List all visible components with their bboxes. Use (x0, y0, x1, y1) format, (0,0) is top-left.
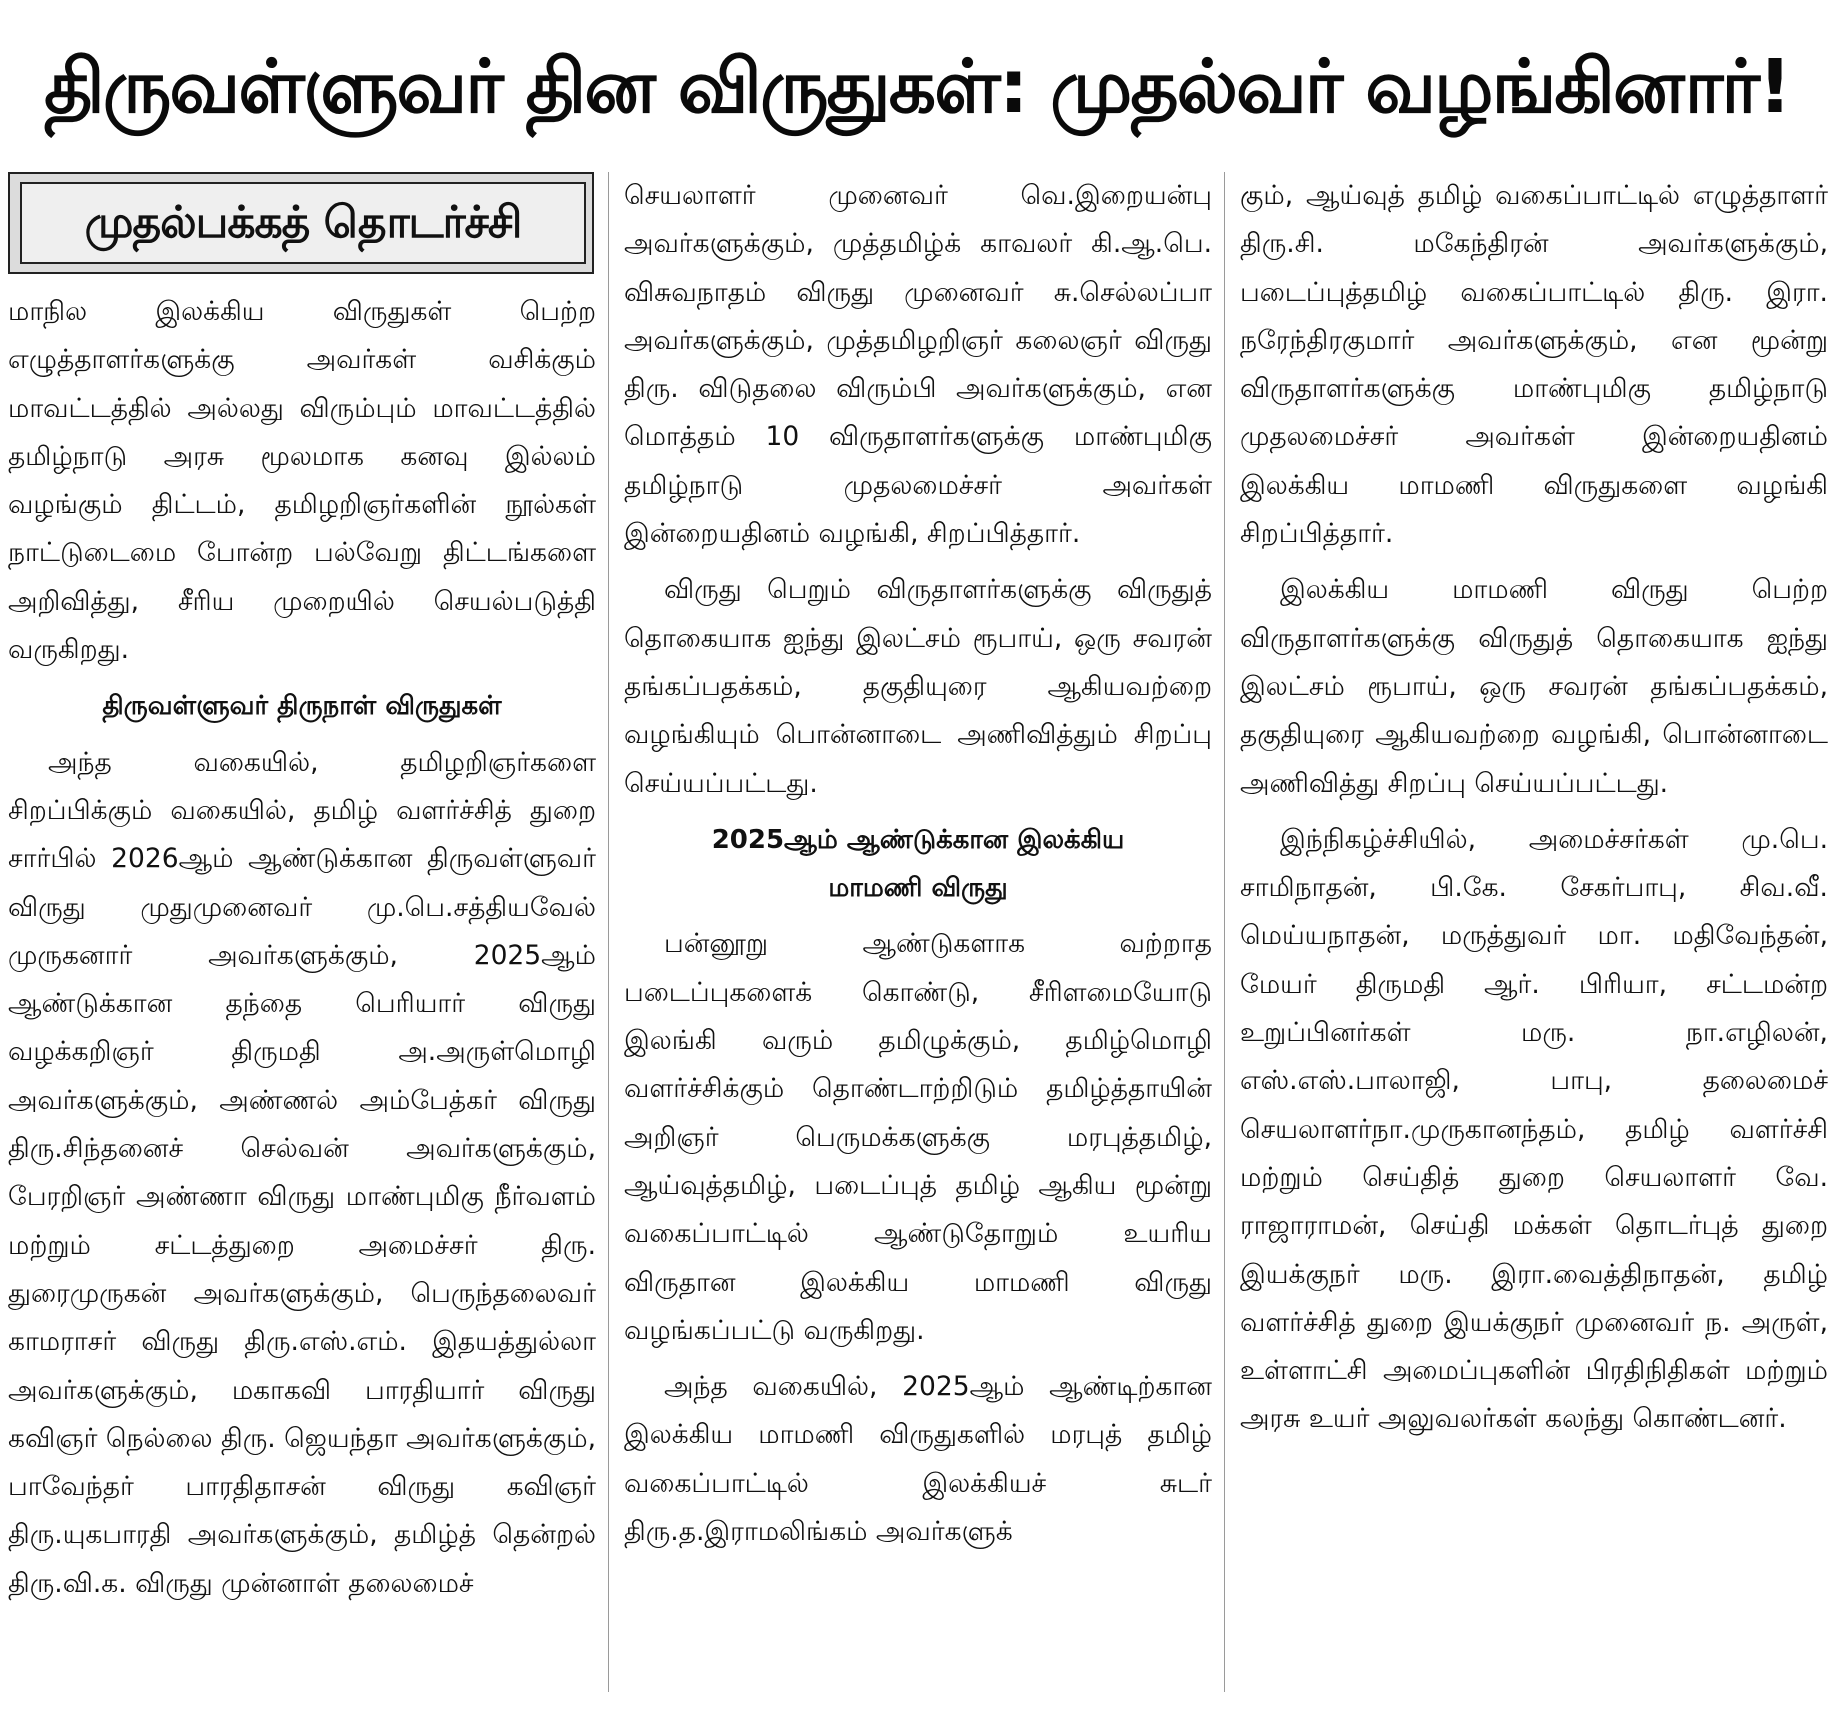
paragraph: இலக்கிய மாமணி விருது பெற்ற விருதாளர்களுக்கு விருதுத் தொகையாக ஐந்து இலட்சம் ரூபாய், ஒரு சவரன் தங்கப்பதக்கம், தகுதியுரை ஆகியவற்றை வழங்கி, பொன்னாடை அணிவித்து சிறப்பு செய்யப்பட்டது. (1240, 574, 1828, 799)
headline: திருவள்ளுவர் தின விருதுகள்: முதல்வர் வழங்கினார்! (44, 44, 1790, 130)
continuation-label: முதல்பக்கத் தொடர்ச்சி (20, 182, 586, 264)
article-column-3 (1240, 172, 1828, 1692)
column-divider (608, 172, 609, 1692)
paragraph: கும், ஆய்வுத் தமிழ் வகைப்பாட்டில் எழுத்தாளர் திரு.சி. மகேந்திரன் அவர்களுக்கும், படைப்புத்தமிழ் வகைப்பாட்டில் திரு. இரா. நரேந்திரகுமார் அவர்களுக்கும், என மூன்று விருதாளர்களுக்கு மாண்புமிகு தமிழ்நாடு முதலமைச்சர் அவர்கள் இன்றையதினம் இலக்கிய மாமணி விருதுகளை வழங்கி சிறப்பித்தார். (1240, 180, 1828, 550)
section-subhead-line: மாமணி விருது (828, 873, 1008, 904)
paragraph: அந்த வகையில், 2025ஆம் ஆண்டிற்கான இலக்கிய மாமணி விருதுகளில் மரபுத் தமிழ் வகைப்பாட்டில் இலக்கியச் சுடர் திரு.த.இராமலிங்கம் அவர்களுக் (624, 1371, 1212, 1548)
section-subhead: திருவள்ளுவர் திருநாள் விருதுகள் (102, 691, 502, 722)
article-column-2 (624, 172, 1212, 1692)
continuation-box-frame (8, 172, 594, 274)
column-divider (1224, 172, 1225, 1692)
paragraph: செயலாளர் முனைவர் வெ.இறையன்பு அவர்களுக்கும், முத்தமிழ்க் காவலர் கி.ஆ.பெ. விசுவநாதம் விருது முனைவர் சு.செல்லப்பா அவர்களுக்கும், முத்தமிழறிஞர் கலைஞர் விருது திரு. விடுதலை விரும்பி அவர்களுக்கும், என மொத்தம் 10 விருதாளர்களுக்கு மாண்புமிகு தமிழ்நாடு முதலமைச்சர் அவர்கள் இன்றையதினம் வழங்கி, சிறப்பித்தார். (624, 180, 1212, 550)
section-subhead (624, 816, 1212, 913)
paragraph: விருது பெறும் விருதாளர்களுக்கு விருதுத் தொகையாக ஐந்து இலட்சம் ரூபாய், ஒரு சவரன் தங்கப்பதக்கம், தகுதியுரை ஆகியவற்றை வழங்கியும் பொன்னாடை அணிவித்தும் சிறப்பு செய்யப்பட்டது. (624, 574, 1212, 799)
paragraph: அந்த வகையில், தமிழறிஞர்களை சிறப்பிக்கும் வகையில், தமிழ் வளர்ச்சித் துறை சார்பில் 2026ஆம் ஆண்டுக்கான திருவள்ளுவர் விருது முதுமுனைவர் மு.பெ.சத்தியவேல் முருகனார் அவர்களுக்கும், 2025ஆம் ஆண்டுக்கான தந்தை பெரியார் விருது வழக்கறிஞர் திருமதி அ.அருள்மொழி அவர்களுக்கும், அண்ணல் அம்பேத்கர் விருது திரு.சிந்தனைச் செல்வன் அவர்களுக்கும், பேரறிஞர் அண்ணா விருது மாண்புமிகு நீர்வளம் மற்றும் சட்டத்துறை அமைச்சர் திரு. துரைமுருகன் அவர்களுக்கும், பெருந்தலைவர் காமராசர் விருது திரு.எஸ்.எம். இதயத்துல்லா அவர்களுக்கும், மகாகவி பாரதியார் விருது கவிஞர் நெல்லை திரு. ஜெயந்தா அவர்களுக்கும், பாவேந்தர் பாரதிதாசன் விருது கவிஞர் திரு.யுகபாரதி அவர்களுக்கும், தமிழ்த் தென்றல் திரு.வி.க. விருது முன்னாள் தலைமைச் (8, 746, 596, 1599)
paragraph: இந்நிகழ்ச்சியில், அமைச்சர்கள் மு.பெ. சாமிநாதன், பி.கே. சேகர்பாபு, சிவ.வீ. மெய்யநாதன், மருத்துவர் மா. மதிவேந்தன், மேயர் திருமதி ஆர். பிரியா, சட்டமன்ற உறுப்பினர்கள் மரு. நா.எழிலன், எஸ்.எஸ்.பாலாஜி, பாபு, தலைமைச் செயலாளர்நா.முருகானந்தம், தமிழ் வளர்ச்சி மற்றும் செய்தித் துறை செயலாளர் வே. ராஜாராமன், செய்தி மக்கள் தொடர்புத் துறை இயக்குநர் மரு. இரா.வைத்திநாதன், தமிழ் வளர்ச்சித் துறை இயக்குநர் முனைவர் ந. அருள், உள்ளாட்சி அமைப்புகளின் பிரதிநிதிகள் மற்றும் அரசு உயர் அலுவலர்கள் கலந்து கொண்டனர். (1240, 823, 1828, 1435)
continuation-box (8, 172, 596, 284)
article-column-1 (8, 172, 596, 1692)
paragraph: பன்னூறு ஆண்டுகளாக வற்றாத படைப்புகளைக் கொண்டு, சீரிளமையோடு இலங்கி வரும் தமிழுக்கும், தமிழ்மொழி வளர்ச்சிக்கும் தொண்டாற்றிடும் தமிழ்த்தாயின் அறிஞர் பெருமக்களுக்கு மரபுத்தமிழ், ஆய்வுத்தமிழ், படைப்புத் தமிழ் ஆகிய மூன்று வகைப்பாட்டில் ஆண்டுதோறும் உயரிய விருதான இலக்கிய மாமணி விருது வழங்கப்பட்டு வருகிறது. (624, 928, 1212, 1346)
paragraph: மாநில இலக்கிய விருதுகள் பெற்ற எழுத்தாளர்களுக்கு அவர்கள் வசிக்கும் மாவட்டத்தில் அல்லது விரும்பும் மாவட்டத்தில் தமிழ்நாடு அரசு மூலமாக கனவு இல்லம் வழங்கும் திட்டம், தமிழறிஞர்களின் நூல்கள் நாட்டுடைமை போன்ற பல்வேறு திட்டங்களை அறிவித்து, சீரிய முறையில் செயல்படுத்தி வருகிறது. (8, 296, 596, 666)
section-subhead-line: 2025ஆம் ஆண்டுக்கான இலக்கிய (711, 824, 1125, 855)
